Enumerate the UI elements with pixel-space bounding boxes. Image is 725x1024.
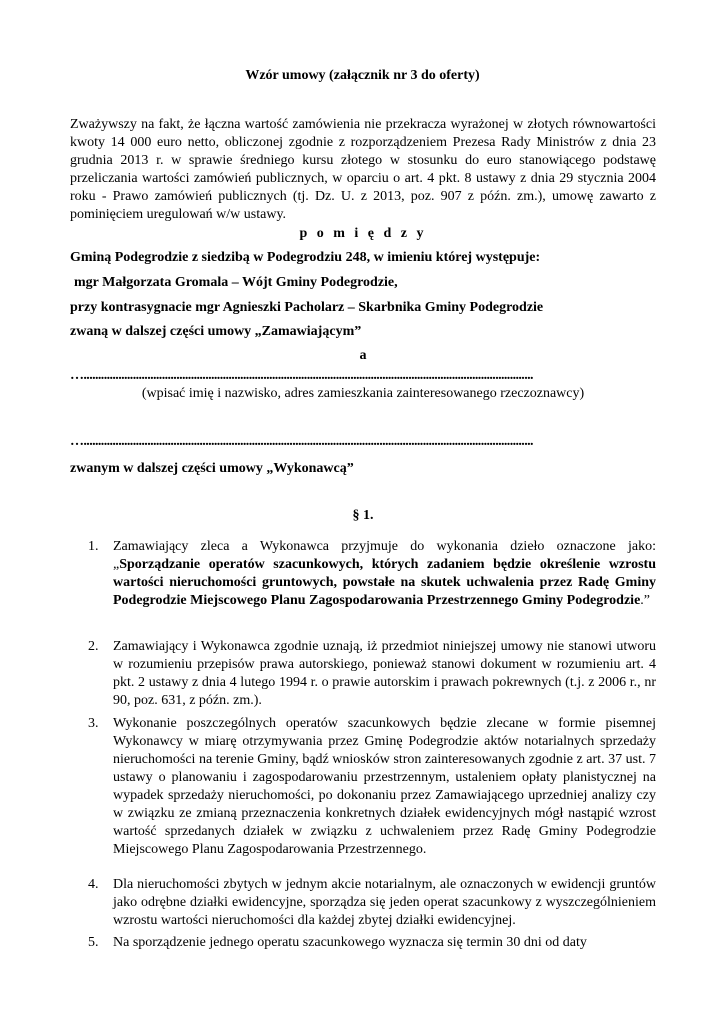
section-heading: § 1.	[352, 508, 374, 523]
list-item-text: Wykonanie poszczególnych operatów szacunkowych będzie zlecane w formie pisemnej Wykonawcy w miarę otrzymywania przez Gminę Podegrodzie aktów notarialnych sprzedaży nieruchomości na terenie Gminy, bądź wniosków stron zainteresowanych zgodnie z art. 37 ust. 7 ustawy o planowaniu i zagospodarowaniu przestrzennym, ustaleniem opłaty planistycznej na wypadek sprzedaży nieruchomości, po dokonaniu przez Zamawiającego uprzedniej analizy czy w związku ze zmianą przeznaczenia konkretnych działek ewidencyjnych mógł nastąpić wzrost wartość sprzedanych działek w związku z uchwaleniem przez Radę Gminy Podegrodzie Miejscowego Planu Zagospodarowania Przestrzennego.	[113, 716, 656, 857]
contractor-fill-line-2: …...........................................................................................................................................................	[70, 434, 533, 449]
list-item-text: Na sporządzenie jednego operatu szacunkowego wyznacza się termin 30 dni od daty	[113, 935, 587, 950]
list-item-text: Dla nieruchomości zbytych w jednym akcie notarialnym, ale oznaczonych w ewidencji gruntów jako odrębne działki ewidencyjne, sporządza się jeden operat szacunkowy z wyszczególnieniem wzrostu wartości nieruchomości dla każdej zbytej działki ewidencyjnej.	[113, 877, 656, 928]
party-line-2: mgr Małgorzata Gromala – Wójt Gminy Podegrodzie,	[74, 275, 398, 290]
list-item-number: 2.	[88, 639, 99, 654]
list-item-text: Zamawiający i Wykonawca zgodnie uznają, iż przedmiot niniejszej umowy nie stanowi utworu w rozumieniu przepisów prawa autorskiego, ponieważ stanowi dokument w rozumieniu art. 4 pkt. 2 ustawy z dnia 4 lutego 1994 r. o prawie autorskim i prawach pokrewnych (t.j. z 2006 r., nr 90, poz. 631, z późn. zm.).	[113, 639, 656, 708]
list-item-number: 1.	[88, 539, 99, 554]
contractor-label: zwanym w dalszej części umowy „Wykonawcą”	[70, 461, 354, 476]
list-item	[88, 715, 656, 859]
list-item-number: 3.	[88, 716, 99, 731]
list-item	[88, 538, 656, 610]
party-line-4: zwaną w dalszej części umowy „Zamawiającym”	[70, 324, 362, 339]
party-line-3: przy kontrasygnacie mgr Agnieszki Pacholarz – Skarbnika Gminy Podegrodzie	[70, 300, 544, 315]
between-label: p o m i ę d z y	[299, 226, 427, 241]
contractor-hint: (wpisać imię i nazwisko, adres zamieszkania zainteresowanego rzeczoznawcy)	[141, 386, 585, 401]
list-item	[88, 876, 656, 930]
list-item	[88, 638, 656, 710]
list-item-number: 5.	[88, 935, 99, 950]
contractor-fill-line-1: …...........................................................................................................................................................	[70, 368, 533, 383]
party-line-1: Gminą Podegrodzie z siedzibą w Podegrodziu 248, w imieniu której występuje:	[70, 250, 541, 265]
list-item-text: Zamawiający zleca a Wykonawca przyjmuje do wykonania dzieło oznaczone jako: „Sporządzanie operatów szacunkowych, których zadaniem będzie określenie wzrostu wartości nieruchomości gruntowych, powstałe na skutek uchwalenia przez Radę Gminy Podegrodzie Miejscowego Planu Zagospodarowania Przestrzennego Gminy Podegrodzie.”	[113, 539, 656, 608]
and-label: a	[359, 348, 367, 363]
list-item	[88, 934, 656, 952]
list-item-number: 4.	[88, 877, 99, 892]
intro-paragraph: Zważywszy na fakt, że łączna wartość zamówienia nie przekracza wyrażonej w złotych równowartości kwoty 14 000 euro netto, obliczonej zgodnie z rozporządzeniem Prezesa Rady Ministrów z dnia 23 grudnia 2013 r. w sprawie średniego kursu złotego w stosunku do euro stanowiącego podstawę przeliczania wartości zamówień publicznych, w oparciu o art. 4 pkt. 8 ustawy z dnia 29 stycznia 2004 roku - Prawo zamówień publicznych (tj. Dz. U. z 2013, poz. 907 z późn. zm.), umowę zawarto z pominięciem uregulowań w/w ustawy.	[70, 117, 656, 222]
document-title: Wzór umowy (załącznik nr 3 do oferty)	[245, 68, 480, 83]
